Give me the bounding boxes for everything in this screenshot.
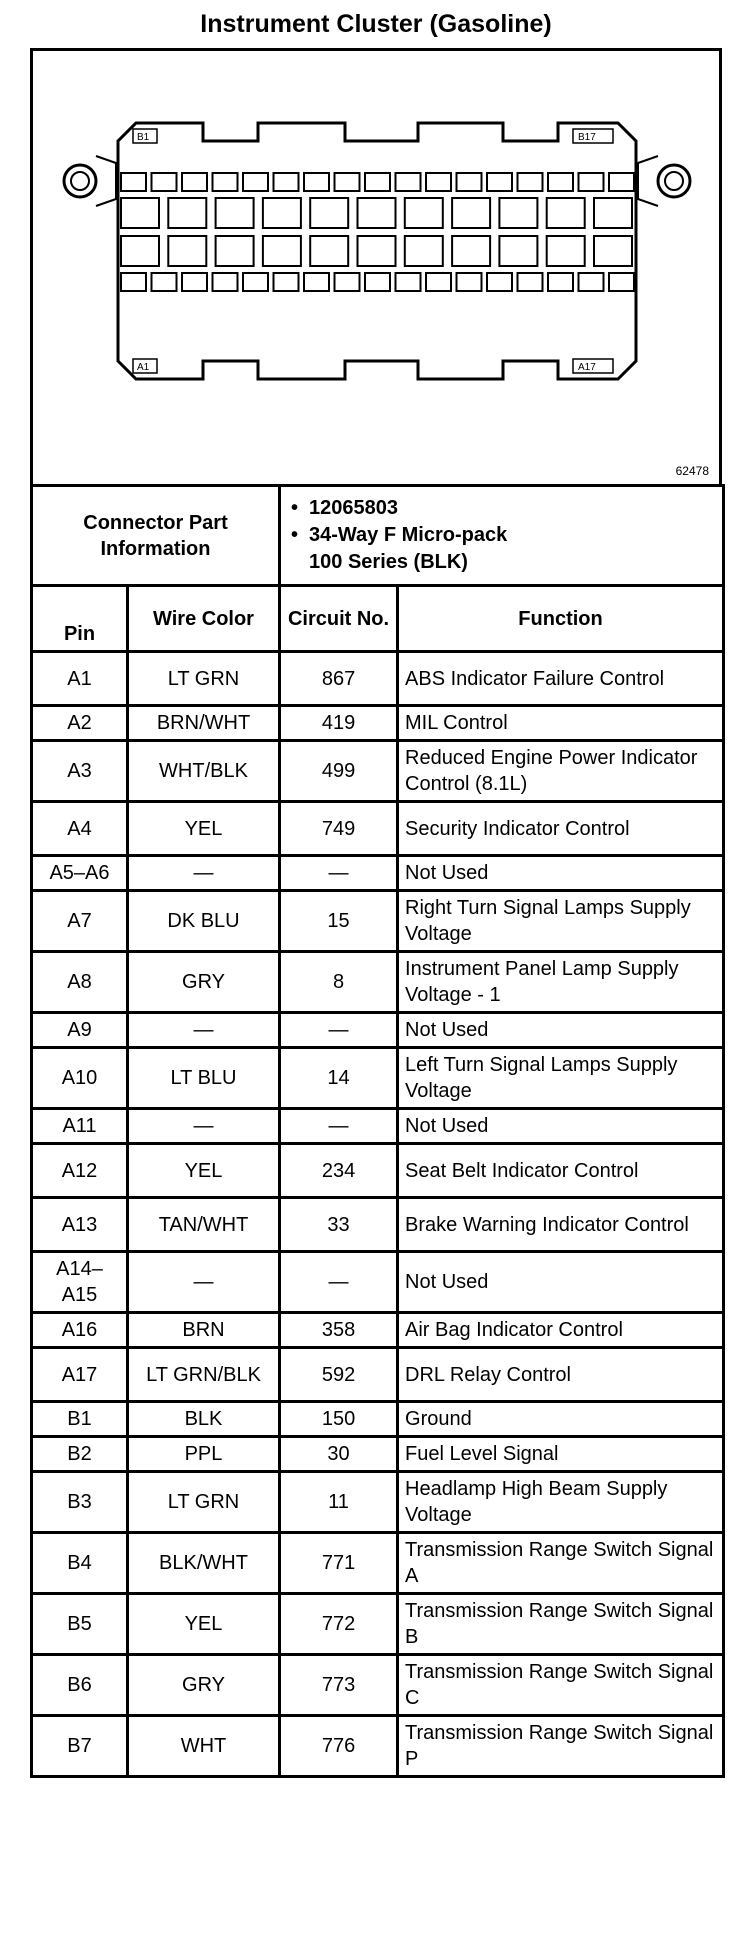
terminal-slot — [310, 236, 348, 266]
terminal-slot — [499, 236, 537, 266]
pin-cell: B5 — [32, 1594, 128, 1655]
terminal-slot — [594, 198, 632, 228]
pin-cell: B2 — [32, 1437, 128, 1472]
table-row — [32, 1013, 724, 1048]
connector-bottom-edge — [118, 341, 636, 379]
page-title: Instrument Cluster (Gasoline) — [200, 10, 552, 38]
wire-color-cell: BLK — [128, 1402, 280, 1437]
function-cell: Ground — [398, 1402, 724, 1437]
header-circuit-no: Circuit No. — [280, 586, 398, 652]
terminal-slot — [358, 236, 396, 266]
pin-cell: A12 — [32, 1144, 128, 1198]
pin-cavity-a — [426, 273, 451, 291]
function-cell: Fuel Level Signal — [398, 1437, 724, 1472]
table-row — [32, 856, 724, 891]
table-row — [32, 1348, 724, 1402]
pin-cell: A16 — [32, 1313, 128, 1348]
function-cell: Left Turn Signal Lamps Supply Voltage — [398, 1048, 724, 1109]
connector-part-label: Connector Part Information — [32, 486, 280, 586]
function-cell: Transmission Range Switch Signal B — [398, 1594, 724, 1655]
pin-cell: A13 — [32, 1198, 128, 1252]
function-cell: Instrument Panel Lamp Supply Voltage - 1 — [398, 952, 724, 1013]
circuit-number-cell: — — [280, 856, 398, 891]
pin-cavity-b — [152, 173, 177, 191]
wire-color-cell: BRN — [128, 1313, 280, 1348]
table-row — [32, 1533, 724, 1594]
function-cell: Brake Warning Indicator Control — [398, 1198, 724, 1252]
pin-cell: A7 — [32, 891, 128, 952]
pin-cavity-a — [274, 273, 299, 291]
wire-color-cell: LT GRN — [128, 652, 280, 706]
pin-label-a1: A1 — [137, 362, 150, 373]
circuit-number-cell: 867 — [280, 652, 398, 706]
terminal-slot — [547, 236, 585, 266]
terminal-slot — [547, 198, 585, 228]
pin-cavity-b — [548, 173, 573, 191]
circuit-number-cell: 771 — [280, 1533, 398, 1594]
pin-cavity-b — [518, 173, 543, 191]
table-row — [32, 1109, 724, 1144]
circuit-number-cell: 8 — [280, 952, 398, 1013]
function-cell: Security Indicator Control — [398, 802, 724, 856]
function-cell: Transmission Range Switch Signal A — [398, 1533, 724, 1594]
pin-cavity-b — [243, 173, 268, 191]
pin-cell: B6 — [32, 1655, 128, 1716]
table-row — [32, 1716, 724, 1777]
left-mount-hole — [64, 165, 96, 197]
pin-cell: B3 — [32, 1472, 128, 1533]
pin-cavity-a — [579, 273, 604, 291]
table-row — [32, 1313, 724, 1348]
pin-cavities — [121, 173, 634, 291]
pin-label-a17: A17 — [578, 362, 596, 373]
pin-cell: B4 — [32, 1533, 128, 1594]
connector-part-number: • 12065803 — [287, 495, 716, 522]
circuit-number-cell: 234 — [280, 1144, 398, 1198]
pin-cavity-b — [182, 173, 207, 191]
circuit-number-cell: 772 — [280, 1594, 398, 1655]
terminal-slot — [168, 198, 206, 228]
pin-cavity-a — [182, 273, 207, 291]
terminal-slot — [358, 198, 396, 228]
pin-cavity-a — [213, 273, 238, 291]
function-cell: Transmission Range Switch Signal C — [398, 1655, 724, 1716]
terminal-slot — [405, 236, 443, 266]
table-row — [32, 1402, 724, 1437]
terminal-slot — [263, 198, 301, 228]
terminal-slot — [452, 236, 490, 266]
pin-cavity-b — [274, 173, 299, 191]
connector-description: • 34-Way F Micro-pack 100 Series (BLK) — [287, 522, 716, 576]
table-row — [32, 706, 724, 741]
pin-cell: A9 — [32, 1013, 128, 1048]
circuit-number-cell: 749 — [280, 802, 398, 856]
terminal-slot — [263, 236, 301, 266]
circuit-number-cell: 15 — [280, 891, 398, 952]
table-row — [32, 741, 724, 802]
header-row — [32, 586, 724, 652]
pin-cavity-a — [121, 273, 146, 291]
table-row — [32, 1048, 724, 1109]
pin-label-b17: B17 — [578, 132, 596, 143]
pin-cavity-a — [243, 273, 268, 291]
circuit-number-cell: — — [280, 1109, 398, 1144]
figure-number: 62478 — [675, 464, 709, 478]
function-cell: DRL Relay Control — [398, 1348, 724, 1402]
pin-cavity-a — [487, 273, 512, 291]
header-function: Function — [398, 586, 724, 652]
pin-cavity-b — [426, 173, 451, 191]
table-row — [32, 952, 724, 1013]
wire-color-cell: BLK/WHT — [128, 1533, 280, 1594]
terminal-slot — [499, 198, 537, 228]
pin-cell: A3 — [32, 741, 128, 802]
wire-color-cell: YEL — [128, 1144, 280, 1198]
pin-cavity-a — [304, 273, 329, 291]
pin-cavity-b — [335, 173, 360, 191]
wire-color-cell: — — [128, 1109, 280, 1144]
table-row — [32, 1198, 724, 1252]
pin-cell: B1 — [32, 1402, 128, 1437]
pin-cell: A10 — [32, 1048, 128, 1109]
wire-color-cell: LT BLU — [128, 1048, 280, 1109]
wire-color-cell: LT GRN/BLK — [128, 1348, 280, 1402]
wire-color-cell: — — [128, 856, 280, 891]
wire-color-cell: GRY — [128, 1655, 280, 1716]
pin-cavity-b — [457, 173, 482, 191]
wire-color-cell: WHT — [128, 1716, 280, 1777]
table-row — [32, 891, 724, 952]
function-cell: Not Used — [398, 1252, 724, 1313]
pin-cavity-b — [579, 173, 604, 191]
function-cell: Transmission Range Switch Signal P — [398, 1716, 724, 1777]
function-cell: Air Bag Indicator Control — [398, 1313, 724, 1348]
circuit-number-cell: 419 — [280, 706, 398, 741]
function-cell: Headlamp High Beam Supply Voltage — [398, 1472, 724, 1533]
connector-diagram — [30, 48, 722, 487]
table-row — [32, 652, 724, 706]
circuit-number-cell: 30 — [280, 1437, 398, 1472]
function-cell: Right Turn Signal Lamps Supply Voltage — [398, 891, 724, 952]
pin-cell: A11 — [32, 1109, 128, 1144]
circuit-number-cell: 150 — [280, 1402, 398, 1437]
wire-color-cell: YEL — [128, 1594, 280, 1655]
function-cell: Reduced Engine Power Indicator Control (8.1L) — [398, 741, 724, 802]
pin-cell: A14–A15 — [32, 1252, 128, 1313]
function-cell: Not Used — [398, 1013, 724, 1048]
connector-drawing — [33, 51, 719, 484]
pin-cavity-a — [457, 273, 482, 291]
pin-cavity-b — [396, 173, 421, 191]
terminal-slot — [216, 236, 254, 266]
pin-cell: A1 — [32, 652, 128, 706]
table-row — [32, 1144, 724, 1198]
table-row — [32, 1252, 724, 1313]
circuit-number-cell: 776 — [280, 1716, 398, 1777]
pin-cavity-a — [152, 273, 177, 291]
table-row — [32, 1437, 724, 1472]
circuit-number-cell: — — [280, 1013, 398, 1048]
header-wire-color: Wire Color — [128, 586, 280, 652]
pin-cell: B7 — [32, 1716, 128, 1777]
wire-color-cell: — — [128, 1252, 280, 1313]
pin-cell: A8 — [32, 952, 128, 1013]
wire-color-cell: BRN/WHT — [128, 706, 280, 741]
pinout-table — [30, 484, 725, 1778]
pin-cavity-b — [365, 173, 390, 191]
circuit-number-cell: 592 — [280, 1348, 398, 1402]
wire-color-cell: PPL — [128, 1437, 280, 1472]
table-row — [32, 1594, 724, 1655]
pin-cavity-b — [304, 173, 329, 191]
circuit-number-cell: 14 — [280, 1048, 398, 1109]
connector-info-row — [32, 486, 724, 586]
terminal-slot — [216, 198, 254, 228]
pin-cell: A4 — [32, 802, 128, 856]
circuit-number-cell: 358 — [280, 1313, 398, 1348]
header-pin: Pin — [32, 586, 128, 652]
function-cell: Seat Belt Indicator Control — [398, 1144, 724, 1198]
wire-color-cell: TAN/WHT — [128, 1198, 280, 1252]
circuit-number-cell: — — [280, 1252, 398, 1313]
pin-cavity-a — [518, 273, 543, 291]
function-cell: MIL Control — [398, 706, 724, 741]
pin-cell: A17 — [32, 1348, 128, 1402]
circuit-number-cell: 11 — [280, 1472, 398, 1533]
pin-cavity-b — [121, 173, 146, 191]
pin-cavity-a — [548, 273, 573, 291]
pin-cavity-b — [213, 173, 238, 191]
function-cell: ABS Indicator Failure Control — [398, 652, 724, 706]
function-cell: Not Used — [398, 1109, 724, 1144]
pin-cell: A5–A6 — [32, 856, 128, 891]
terminal-slot — [594, 236, 632, 266]
wire-color-cell: YEL — [128, 802, 280, 856]
wire-color-cell: DK BLU — [128, 891, 280, 952]
circuit-number-cell: 499 — [280, 741, 398, 802]
terminal-slot — [452, 198, 490, 228]
wire-color-cell: WHT/BLK — [128, 741, 280, 802]
pin-cavity-a — [365, 273, 390, 291]
table-row — [32, 802, 724, 856]
pin-cavity-a — [396, 273, 421, 291]
terminal-slot — [405, 198, 443, 228]
terminal-slot — [168, 236, 206, 266]
pin-cavity-b — [609, 173, 634, 191]
pin-cavity-a — [609, 273, 634, 291]
wire-color-cell: GRY — [128, 952, 280, 1013]
table-row — [32, 1472, 724, 1533]
function-cell: Not Used — [398, 856, 724, 891]
pin-cell: A2 — [32, 706, 128, 741]
terminal-slot — [310, 198, 348, 228]
pin-cavity-b — [487, 173, 512, 191]
wire-color-cell: LT GRN — [128, 1472, 280, 1533]
terminal-slot — [121, 198, 159, 228]
terminal-slot — [121, 236, 159, 266]
wire-color-cell: — — [128, 1013, 280, 1048]
pin-cavity-a — [335, 273, 360, 291]
circuit-number-cell: 33 — [280, 1198, 398, 1252]
pin-label-b1: B1 — [137, 132, 150, 143]
right-mount-hole — [658, 165, 690, 197]
connector-top-edge — [118, 123, 636, 161]
table-row — [32, 1655, 724, 1716]
circuit-number-cell: 773 — [280, 1655, 398, 1716]
connector-part-details — [280, 486, 724, 586]
